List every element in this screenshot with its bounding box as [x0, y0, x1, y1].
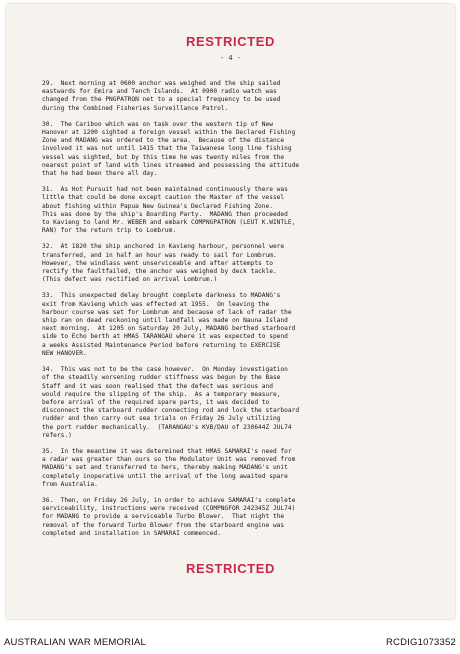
- paragraph-line: would require the slipping of the ship. As a temporary measure,: [42, 390, 281, 398]
- archive-footer: [0, 630, 460, 654]
- paragraph-line: disconnect the starboard rudder connecting rod and lock the starboard: [42, 407, 300, 415]
- paragraph-line: eastwards for Emira and Tench Islands. At 0900 radio watch was: [42, 88, 277, 96]
- paragraph-line: 35. In the meantime it was determined that HMAS SAMARAI's need for: [42, 447, 292, 455]
- paragraph-line: refers.): [42, 431, 72, 439]
- paragraph-line: about fishing within Papua New Guinea's Declared Fishing Zone.: [42, 202, 273, 210]
- document-page: [6, 4, 455, 619]
- paragraph-line: 29. Next morning at 0600 anchor was weighed and the ship sailed: [42, 80, 281, 87]
- paragraph-line: serviceability, instructions were received (COMPNGFOR 242345Z JUL74): [42, 505, 296, 513]
- paragraph-line: MADANG's set and transferred to hers, thereby making MADANG's unit: [42, 464, 288, 472]
- paragraph-line: a weeks Assisted Maintenance Period before returning to EXERCISE: [42, 341, 281, 349]
- paragraph-line: ship ran on dead reckoning until landfall was made on Nauna Island: [42, 317, 288, 325]
- paragraph-line: for MADANG to provide a serviceable Turbo Blower. That night the: [42, 513, 285, 521]
- paragraph-line: that he had been there all day.: [42, 170, 158, 178]
- paragraph-line: involved it was not until 1415 that the Taiwanese long line fishing: [42, 145, 292, 153]
- paragraph-line: This was done by the ship's Boarding Party. MADANG then proceeded: [42, 210, 288, 218]
- paragraph-line: exit from Kavieng which was effected at 1955. On leaving the: [42, 300, 270, 308]
- paragraph-line: changed from the PNGPATRON net to a special frequency to be used: [42, 96, 281, 104]
- paragraph-line: a radar was greater than ours so the Modulator Unit was removed from: [42, 456, 296, 464]
- paragraph-line: 33. This unexpected delay brought complete darkness to MADANG's: [42, 292, 281, 300]
- paragraph-line: 36. Then, on Friday 26 July, in order to achieve SAMARAI's complete: [42, 496, 296, 504]
- paragraph-line: completely inoperative until the arrival of the long awaited spare: [42, 472, 288, 480]
- paragraph-line: from Australia.: [42, 480, 98, 488]
- paragraph-line: Staff and it was soon realised that the defect was serious and: [42, 382, 273, 390]
- paragraph-line: 32. At 1820 the ship anchored in Kavieng harbour, personnel were: [42, 243, 285, 251]
- paragraph-line: nearest point of land with lines streamed and possessing the attitude: [42, 161, 300, 169]
- paragraph-line: vessel was sighted, but by this time he was twenty miles from the: [42, 153, 285, 161]
- document-body: [42, 80, 430, 546]
- paragraph-line: removal of the forward Turbo Blower from the starboard engine was: [42, 521, 285, 529]
- restricted-stamp-top: RESTRICTED: [185, 34, 276, 49]
- paragraph: [42, 80, 430, 113]
- paragraph-line: (This defect was rectified on arrival Lombrum.): [42, 276, 218, 284]
- paragraph-line: little that could be done except caution the Master of the vessel: [42, 194, 285, 202]
- paragraph-line: 30. The Cariboo which was on task over the western tip of New: [42, 120, 273, 128]
- paragraph-line: side to Echo berth at HMAS TARANGAU where it was expected to spend: [42, 333, 288, 341]
- paragraph-line: However, the windlass went unserviceable and after attempts to: [42, 259, 273, 267]
- paragraph: [42, 366, 430, 440]
- paragraph-line: Zone and MADANG was ordered to the area. Because of the distance: [42, 137, 285, 145]
- paragraph-line: transferred, and in half an hour was ready to sail for Lombrum.: [42, 251, 277, 259]
- paragraph: [42, 121, 430, 178]
- paragraph-line: during the Combined Fisheries Surveillance Patrol.: [42, 104, 229, 112]
- paragraph-line: next morning. At 1205 on Saturday 20 July, MADANG berthed starboard: [42, 325, 296, 333]
- footer-record-id: RCDIG1073352: [386, 637, 456, 648]
- paragraph-line: 31. As Hot Pursuit had not been maintained continuously there was: [42, 186, 288, 194]
- paragraph-line: rectify the faultfailed, the anchor was weighed by deck tackle.: [42, 268, 277, 276]
- paragraph: [42, 497, 430, 538]
- paragraph-line: Hanover at 1200 sighted a foreign vessel within the Declared Fishing: [42, 129, 296, 137]
- paragraph-line: before arrival of the required spare parts, it was decided to: [42, 398, 270, 406]
- paragraph: [42, 448, 430, 489]
- paragraph-line: completed and installation in SAMARAI commenced.: [42, 529, 221, 537]
- restricted-stamp-bottom: RESTRICTED: [185, 561, 276, 576]
- paragraph-line: the port rudder mechanically. (TARANGAU's KVB/DAU of 230644Z JUL74: [42, 423, 292, 431]
- footer-institution: AUSTRALIAN WAR MEMORIAL: [4, 637, 147, 648]
- paragraph-line: of the steadily worsening rudder stiffness was begun by the Base: [42, 374, 281, 382]
- paragraph-line: RAN) for the return trip to Lombrum.: [42, 227, 177, 235]
- paragraph: [42, 186, 430, 235]
- paragraph-line: rudder and then carry out sea trials on Friday 26 July utilizing: [42, 415, 281, 423]
- paragraph-line: NEW HANOVER.: [42, 349, 87, 357]
- paragraph: [42, 292, 430, 358]
- paragraph-line: 34. This was not to be the case however. On Monday investigation: [42, 366, 288, 374]
- page-number: - 4 -: [219, 54, 242, 62]
- paragraph: [42, 243, 430, 284]
- paragraph-line: to Kavieng to land Mr. WEBER and embark COMPNGPATRON (LEUT K.WINTLE,: [42, 219, 296, 227]
- paragraph-line: harbour course was set for Lombrum and because of lack of radar the: [42, 308, 292, 316]
